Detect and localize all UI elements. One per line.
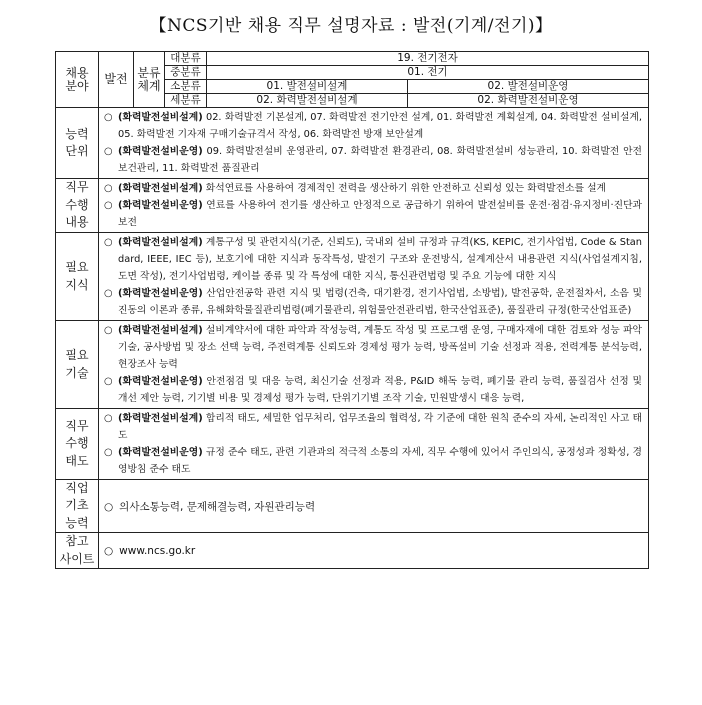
list-item: [104, 322, 642, 373]
bullet-icon: ○: [104, 146, 113, 157]
item-prefix: (화력발전설비설계): [118, 325, 203, 336]
class-row-label: 대분류: [165, 52, 207, 66]
item-prefix: (화력발전설비설계): [118, 183, 203, 194]
item-prefix: (화력발전설비운영): [118, 146, 203, 157]
section-content: [99, 179, 649, 233]
class-row-label: 중분류: [165, 66, 207, 80]
item-text: 화석연료를 사용하여 경제적인 전력을 생산하기 위한 안전하고 신뢰성 있는 화력발전소를 설계: [202, 183, 607, 194]
site-link[interactable]: www.ncs.go.kr: [119, 544, 196, 557]
class-row-label: 세분류: [165, 94, 207, 108]
section-row-job-content: [56, 179, 649, 233]
bullet-icon: ○: [104, 237, 113, 248]
class-row-label: 소분류: [165, 80, 207, 94]
section-content[interactable]: [99, 533, 649, 569]
bullet-icon: ○: [104, 288, 113, 299]
section-content: [99, 409, 649, 480]
bullet-icon: ○: [104, 325, 113, 336]
field-label: 채용 분야: [56, 52, 99, 108]
section-row-reference-site: [56, 533, 649, 569]
section-row-job-attitude: [56, 409, 649, 480]
item-text: 설비계약서에 대한 파악과 작성능력, 계통도 작성 및 프로그램 운영, 구매자재에 대한 검토와 성능 파악 기술, 공사방법 및 장소 선택 능력, 주전력계통 신뢰도와 경제성 평가 능력, 방폭설비 기술 선정과 적용, 전력계통 분석능력, 현장조사 능력: [118, 325, 643, 370]
list-item: [104, 109, 642, 143]
item-text: 09. 화력발전설비 운영관리, 07. 화력발전 환경관리, 08. 화력발전설비 성능관리, 10. 화력발전 안전보건관리, 11. 화력발전 품질관리: [118, 146, 643, 174]
section-content: [99, 321, 649, 409]
class-row-value: 01. 전기: [207, 66, 649, 80]
class-row-value: 02. 발전설비운영: [408, 80, 649, 94]
item-text: 합리적 태도, 세밀한 업무처리, 업무조율의 협력성, 각 기준에 대한 원칙 준수의 자세, 논리적인 사고 태도: [118, 413, 643, 441]
bullet-icon: ○: [104, 500, 114, 513]
item-text: 안전점검 및 대응 능력, 최신기술 선정과 적용, P&ID 해독 능력, 폐기물 관리 능력, 품질검사 선정 및 개선 제안 능력, 기기별 비용 및 경제성 평가 능력, 단위기기별 조작 기술, 민원발생시 대응 능력,: [118, 376, 643, 404]
section-content: [99, 108, 649, 179]
list-item: [104, 197, 642, 231]
section-row-ability-units: [56, 108, 649, 179]
list-item: [104, 234, 642, 285]
job-description-table: [55, 51, 649, 569]
item-text: 산업안전공학 관련 지식 및 법령(건축, 대기환경, 전기사업법, 소방법), 발전공학, 운전절차서, 소음 및 진동의 이론과 종류, 유해화학물질관리법령(폐기물관리, 위험물안전관리법, 한국산업표준), 품질관리 규정(한국산업표준): [118, 288, 643, 316]
item-text: 연료를 사용하여 전기를 생산하고 안정적으로 공급하기 위하여 발전설비를 운전·점검·유지정비·진단과 보전: [118, 200, 643, 228]
item-prefix: (화력발전설비설계): [118, 413, 203, 424]
section-label: 능력 단위: [56, 108, 99, 179]
field-value: 발전: [99, 52, 134, 108]
class-label: 분류 체계: [134, 52, 165, 108]
class-row-value: 01. 발전설비설계: [207, 80, 408, 94]
section-label: 필요 지식: [56, 233, 99, 321]
item-prefix: (화력발전설비운영): [118, 200, 203, 211]
list-item: [104, 444, 642, 478]
page-title: 【NCS기반 채용 직무 설명자료 : 발전(기계/전기)】: [149, 16, 553, 36]
item-text: 계통구성 및 관련지식(기준, 신뢰도), 국내외 설비 규정과 규격(KS, KEPIC, 전기사업법, Code & Standard, IEEE, IEC 등), 보호기에 대한 지식과 동작특성, 발전기 구조와 운전방식, 설계계산서 내용관련 지식(사업설계지침, 도면 작성), 전기사업법령, 케이블 종류 및 각 특성에 대한 지식, 통신관련법령 및 주요 기능에 대한 지식: [118, 237, 643, 282]
list-item: [104, 180, 642, 197]
item-text: 02. 화력발전 기본설계, 07. 화력발전 전기안전 설계, 01. 화력발전 계획설계, 04. 화력발전 설비설계, 05. 화력발전 기자재 구매기술규격서 작성, 06. 화력발전 방재 보안설계: [118, 112, 643, 140]
section-content: [99, 233, 649, 321]
section-content: [99, 480, 649, 533]
section-label: 직무 수행 내용: [56, 179, 99, 233]
section-label: 참고 사이트: [56, 533, 99, 569]
list-item: [104, 285, 642, 319]
item-prefix: (화력발전설비설계): [118, 237, 203, 248]
class-row-value: 02. 화력발전설비설계: [207, 94, 408, 108]
bullet-icon: ○: [104, 200, 113, 211]
class-row-value: 19. 전기전자: [207, 52, 649, 66]
item-prefix: (화력발전설비운영): [118, 376, 203, 387]
list-item: [104, 373, 642, 407]
section-row-required-knowledge: [56, 233, 649, 321]
bullet-icon: ○: [104, 544, 114, 557]
section-row-basic-skills: [56, 480, 649, 533]
list-item: [104, 143, 642, 177]
bullet-icon: ○: [104, 447, 113, 458]
section-label: 필요 기술: [56, 321, 99, 409]
section-label: 직무 수행 태도: [56, 409, 99, 480]
bullet-icon: ○: [104, 112, 113, 123]
bullet-icon: ○: [104, 376, 113, 387]
bullet-icon: ○: [104, 413, 113, 424]
item-prefix: (화력발전설비운영): [118, 447, 203, 458]
item-prefix: (화력발전설비운영): [118, 288, 203, 299]
item-text: 규정 준수 태도, 관련 기관과의 적극적 소통의 자세, 직무 수행에 있어서 주인의식, 공정성과 정확성, 경영방침 준수 태도: [118, 447, 643, 475]
list-item: [104, 410, 642, 444]
section-row-required-skills: [56, 321, 649, 409]
bullet-icon: ○: [104, 183, 113, 194]
basic-skills-text: 의사소통능력, 문제해결능력, 자원관리능력: [119, 500, 316, 513]
section-label: 직업 기초 능력: [56, 480, 99, 533]
class-row-value: 02. 화력발전설비운영: [408, 94, 649, 108]
item-prefix: (화력발전설비설계): [118, 112, 203, 123]
